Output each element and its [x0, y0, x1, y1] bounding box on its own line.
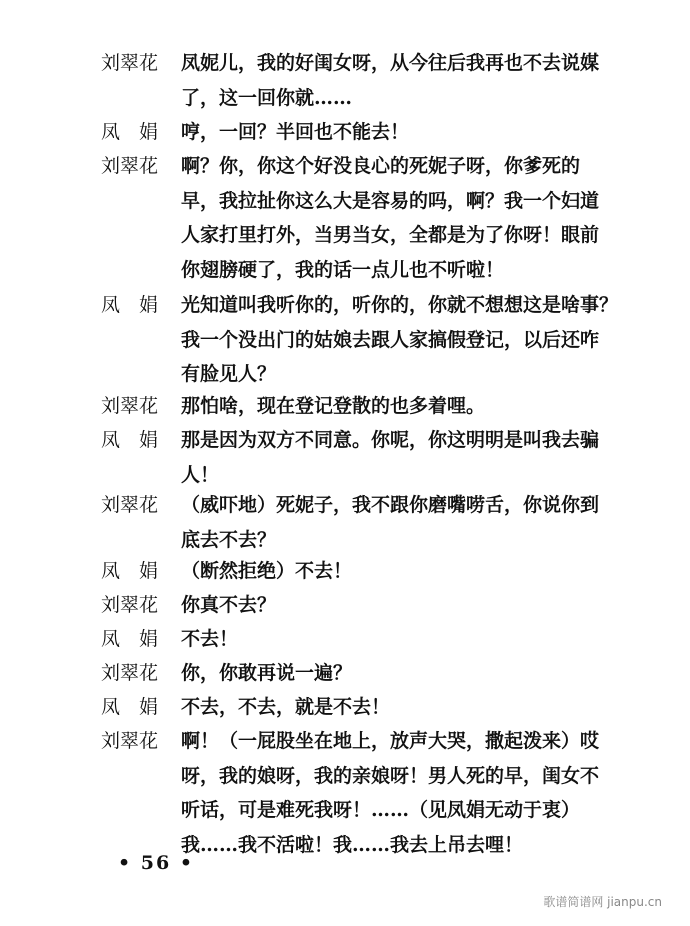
dialogue-line: 底去不去？ [181, 528, 277, 551]
speaker-name: 刘翠花 [101, 662, 159, 684]
speaker-name: 凤 娟 [101, 560, 159, 582]
speaker-name: 凤 娟 [101, 696, 159, 718]
dialogue-line: 哼，一回？半回也不能去！ [181, 121, 410, 143]
dialogue-line: 人家打里打外，当男当女，全都是为了你呀！眼前 [181, 224, 600, 246]
dialogue-line: 你翅膀硬了，我的话一点儿也不听啦！ [181, 258, 505, 281]
dialogue-line: 我……我不活啦！我……我去上吊去哩！ [181, 833, 524, 856]
page-number: • 56 • [118, 852, 194, 874]
speaker-name: 刘翠花 [101, 155, 159, 177]
dialogue-line: 啊！（一屁股坐在地上，放声大哭，撒起泼来）哎 [181, 730, 600, 752]
dialogue-line: 人！ [181, 463, 220, 486]
dialogue-line: 不去！ [181, 628, 239, 650]
dialogue-line: 听话，可是难死我呀！……（见凤娟无动于衷） [181, 799, 581, 821]
dialogue-line: 你真不去？ [181, 594, 277, 616]
speaker-name: 刘翠花 [101, 395, 159, 417]
dialogue-line: 你，你敢再说一遍？ [181, 662, 353, 684]
dialogue-line: （威吓地）死妮子，我不跟你磨嘴唠舌，你说你到 [181, 494, 600, 516]
speaker-name: 刘翠花 [101, 52, 159, 74]
dialogue-line: 了，这一回你就…… [181, 86, 353, 109]
dialogue-line: 我一个没出门的姑娘去跟人家搞假登记，以后还咋 [181, 328, 600, 351]
dialogue-line: 不去，不去，就是不去！ [181, 696, 391, 718]
speaker-name: 凤 娟 [101, 121, 159, 143]
dialogue-line: （断然拒绝）不去！ [181, 560, 353, 582]
speaker-name: 刘翠花 [101, 594, 159, 616]
dialogue-line: 呀，我的娘呀，我的亲娘呀！男人死的早，闺女不 [181, 764, 600, 787]
dialogue-line: 凤妮儿，我的好闺女呀，从今往后我再也不去说媒 [181, 52, 600, 74]
speaker-name: 凤 娟 [101, 429, 159, 451]
dialogue-line: 有脸见人？ [181, 363, 277, 385]
dialogue-line: 那是因为双方不同意。你呢，你这明明是叫我去骗 [181, 429, 600, 451]
speaker-name: 凤 娟 [101, 628, 159, 650]
dialogue-line: 早，我拉扯你这么大是容易的吗，啊？我一个妇道 [181, 189, 600, 212]
dialogue-line: 那怕啥，现在登记登散的也多着哩。 [181, 395, 486, 417]
speaker-name: 刘翠花 [101, 494, 159, 516]
site-watermark: 歌谱简谱网 jianpu.cn [543, 895, 662, 909]
dialogue-line: 光知道叫我听你的，听你的，你就不想想这是啥事？ [181, 294, 619, 316]
speaker-name: 刘翠花 [101, 730, 159, 752]
dialogue-line: 啊？你，你这个好没良心的死妮子呀，你爹死的 [181, 155, 581, 177]
speaker-name: 凤 娟 [101, 294, 159, 316]
